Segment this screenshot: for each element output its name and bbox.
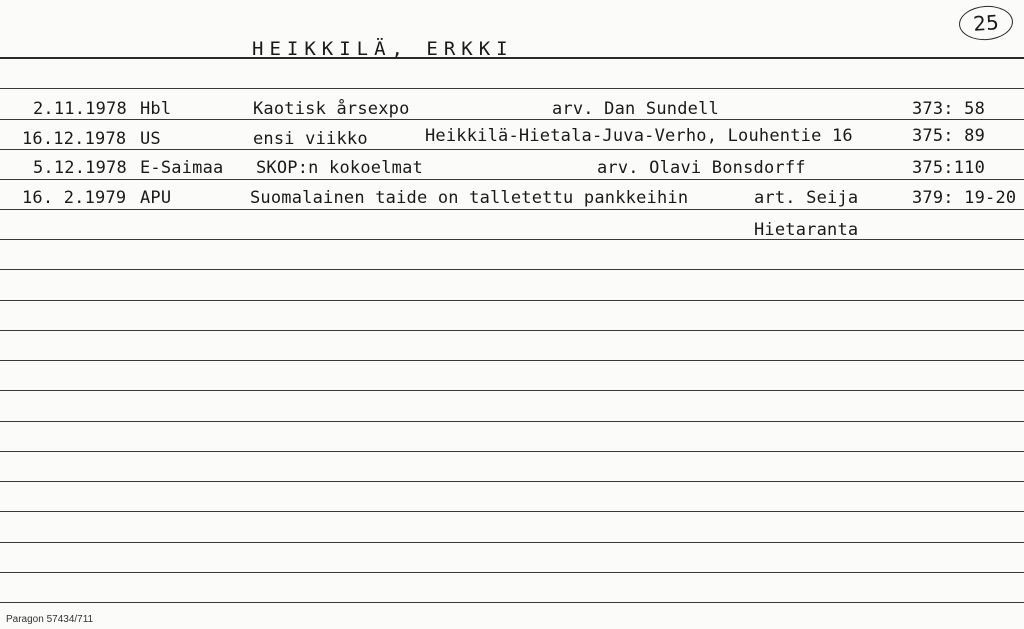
entry-title: Kaotisk årsexpo bbox=[253, 99, 410, 119]
entry-source: APU bbox=[140, 188, 172, 208]
entry-author: arv. Olavi Bonsdorff bbox=[597, 158, 806, 178]
entry-author: Heikkilä-Hietala-Juva-Verho, Louhentie 16 bbox=[425, 126, 853, 146]
ruled-line bbox=[0, 451, 1024, 452]
entry-title: Suomalainen taide on talletettu pankkeihin bbox=[250, 188, 689, 208]
ruled-line bbox=[0, 239, 1024, 240]
entry-ref: 379: 19-20 bbox=[912, 188, 1017, 208]
entry-ref: 375:110 bbox=[912, 158, 986, 178]
entry-author-continued: Hietaranta bbox=[754, 220, 859, 240]
ruled-line bbox=[0, 421, 1024, 422]
entry-source: E-Saimaa bbox=[140, 158, 224, 178]
ruled-line bbox=[0, 149, 1024, 150]
entry-source: US bbox=[140, 129, 161, 149]
ruled-line bbox=[0, 209, 1024, 210]
card-number: 25 bbox=[958, 4, 1014, 42]
ruled-line bbox=[0, 602, 1024, 603]
entry-title: ensi viikko bbox=[253, 129, 368, 149]
card-title: HEIKKILÄ, ERKKI bbox=[252, 38, 514, 60]
ruled-line bbox=[0, 300, 1024, 301]
printer-imprint: Paragon 57434/711 bbox=[6, 614, 94, 625]
ruled-line bbox=[0, 390, 1024, 391]
entry-date: 2.11.1978 bbox=[33, 99, 127, 119]
ruled-line bbox=[0, 179, 1024, 180]
entry-date: 16.12.1978 bbox=[22, 129, 127, 149]
ruled-line bbox=[0, 330, 1024, 331]
entry-source: Hbl bbox=[140, 99, 172, 119]
ruled-line bbox=[0, 511, 1024, 512]
ruled-line bbox=[0, 269, 1024, 270]
entry-ref: 375: 89 bbox=[912, 126, 986, 146]
entry-date: 16. 2.1979 bbox=[22, 188, 127, 208]
ruled-line bbox=[0, 481, 1024, 482]
ruled-line bbox=[0, 572, 1024, 573]
ruled-line bbox=[0, 360, 1024, 361]
entry-ref: 373: 58 bbox=[912, 99, 986, 119]
header-rule bbox=[0, 88, 1024, 89]
entry-date: 5.12.1978 bbox=[33, 158, 127, 178]
entry-author: arv. Dan Sundell bbox=[552, 99, 719, 119]
entry-author: art. Seija bbox=[754, 188, 859, 208]
ruled-line bbox=[0, 542, 1024, 543]
entry-title: SKOP:n kokoelmat bbox=[256, 158, 423, 178]
ruled-line bbox=[0, 119, 1024, 120]
